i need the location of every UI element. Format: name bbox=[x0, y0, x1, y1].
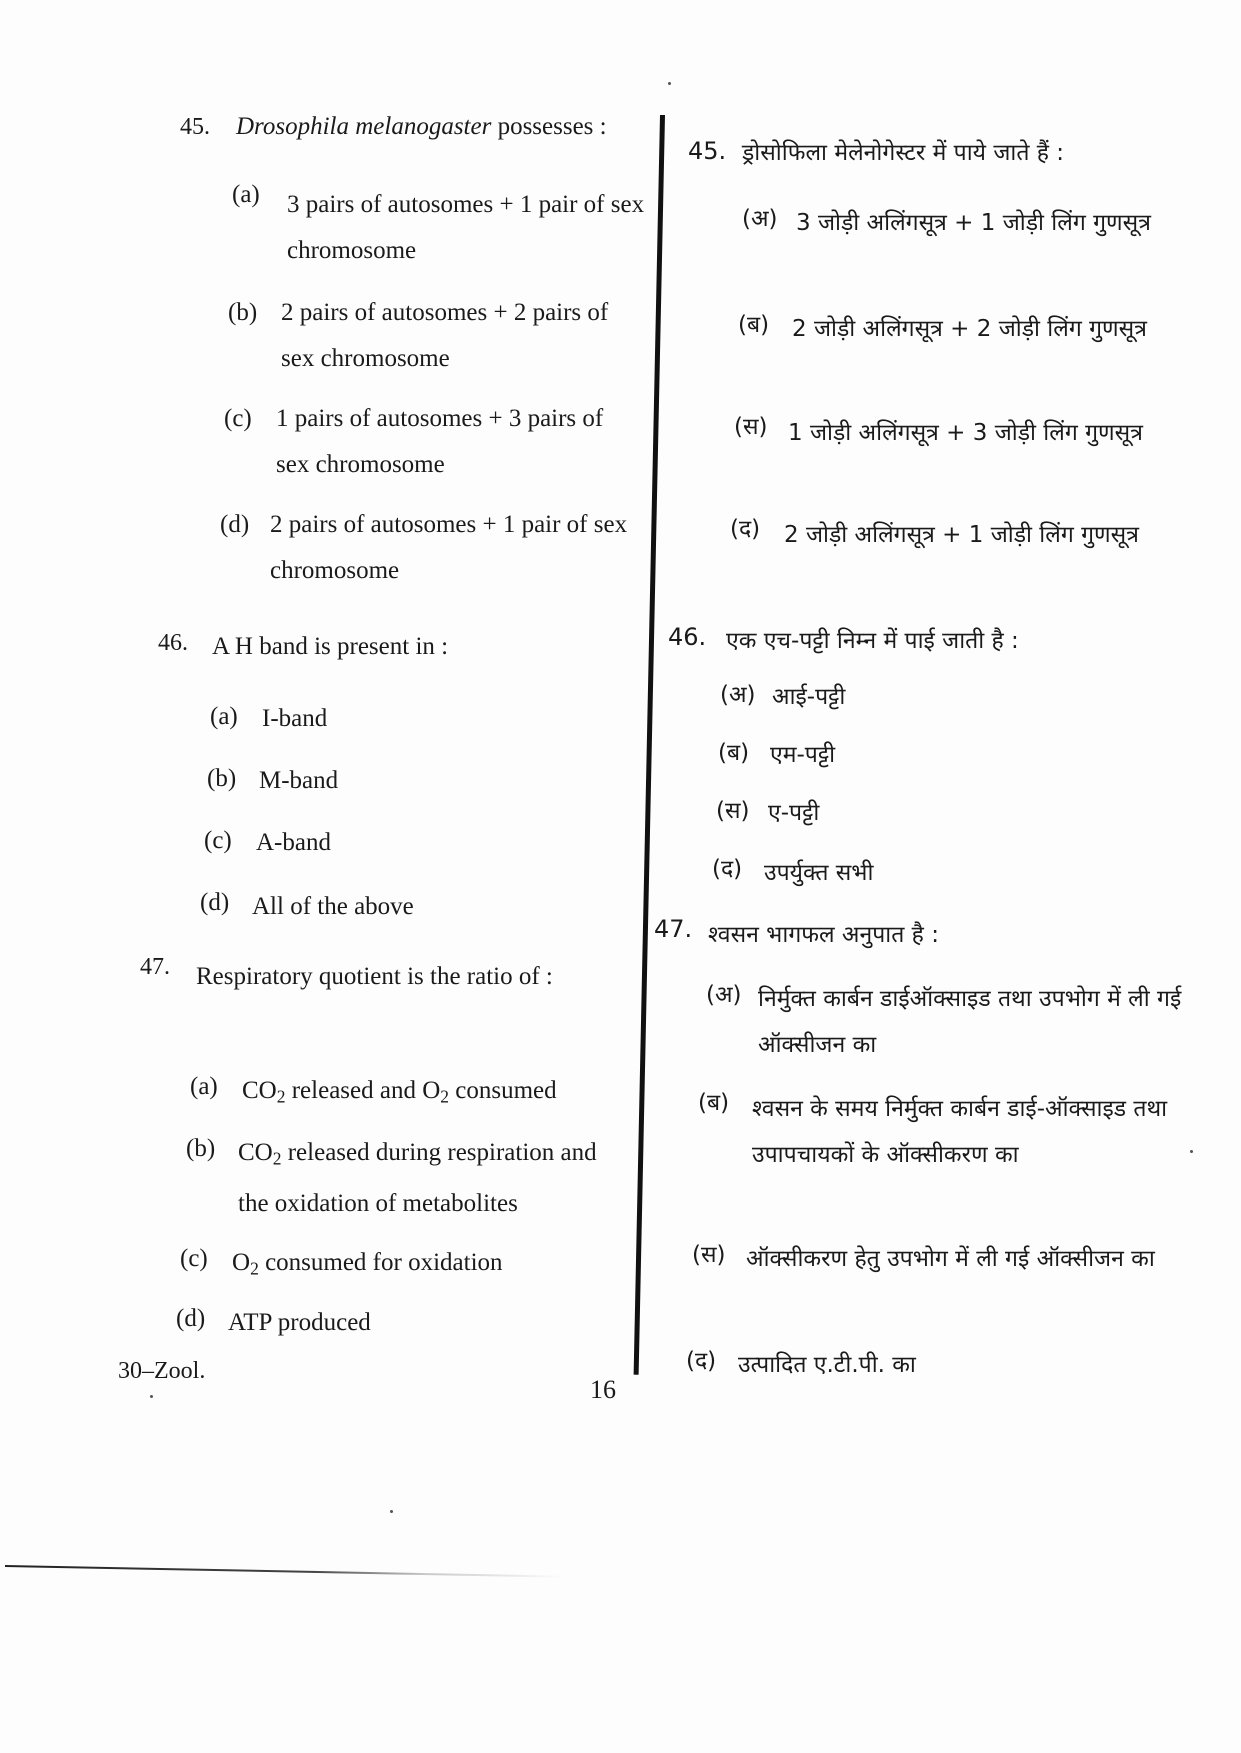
option-letter: (ब) bbox=[698, 1090, 730, 1116]
scan-speck bbox=[668, 82, 671, 85]
option-letter: (c) bbox=[180, 1245, 208, 1272]
question-number: 47. bbox=[654, 915, 693, 943]
option-text: 3 जोड़ी अलिंगसूत्र + 1 जोड़ी लिंग गुणसूत्र bbox=[796, 210, 1151, 236]
scan-speck bbox=[1190, 1150, 1193, 1153]
option-text: $CO_2$ released during respiration and the oxidation of metabolites bbox=[238, 1139, 597, 1218]
option-letter: (स) bbox=[692, 1242, 726, 1268]
option-letter: (d) bbox=[200, 889, 230, 916]
option-text: $CO_2$ released and $O_2$ consumed bbox=[242, 1077, 557, 1107]
option-letter: (द) bbox=[686, 1348, 717, 1374]
page-number: 16 bbox=[590, 1375, 616, 1404]
option-text: निर्मुक्त कार्बन डाईऑक्साइड तथा उपभोग में ली गई ऑक्सीजन का bbox=[758, 986, 1182, 1058]
option-letter: (a) bbox=[190, 1073, 218, 1100]
option-text: ए-पट्टी bbox=[768, 800, 820, 826]
option-letter: (ब) bbox=[738, 312, 770, 338]
question-number: 46. bbox=[158, 630, 188, 656]
option-text: $O_2$ consumed for oxidation bbox=[232, 1249, 503, 1279]
question-number: 45. bbox=[180, 114, 210, 140]
option-letter: (अ) bbox=[742, 206, 778, 232]
option-letter: (स) bbox=[716, 798, 750, 824]
option-text: उपर्युक्त सभी bbox=[764, 860, 874, 886]
scan-speck bbox=[150, 1395, 153, 1398]
option-letter: (a) bbox=[232, 181, 260, 208]
option-text: एम-पट्टी bbox=[770, 742, 836, 768]
option-letter: (द) bbox=[730, 516, 761, 542]
question-number: 46. bbox=[668, 623, 707, 651]
species-name: Drosophila melanogaster bbox=[236, 113, 492, 140]
question-text: एक एच-पट्टी निम्न में पाई जाती है : bbox=[726, 628, 1019, 654]
option-letter: (द) bbox=[712, 856, 743, 882]
option-text: 1 जोड़ी अलिंगसूत्र + 3 जोड़ी लिंग गुणसूत्र bbox=[788, 420, 1143, 446]
option-text: 2 जोड़ी अलिंगसूत्र + 1 जोड़ी लिंग गुणसूत्र bbox=[784, 522, 1139, 548]
option-text: 3 pairs of autosomes + 1 pair of sex chromosome bbox=[287, 191, 645, 264]
option-letter: (a) bbox=[210, 703, 238, 730]
option-letter: (स) bbox=[734, 414, 768, 440]
option-letter: (b) bbox=[186, 1135, 216, 1162]
question-text: श्वसन भागफल अनुपात है : bbox=[708, 922, 939, 948]
option-text: 2 pairs of autosomes + 2 pairs of sex chromosome bbox=[281, 299, 609, 372]
question-text bbox=[236, 104, 607, 150]
scan-artifact-line bbox=[5, 1565, 565, 1578]
option-text: 1 pairs of autosomes + 3 pairs of sex chromosome bbox=[276, 405, 604, 478]
scan-speck bbox=[390, 1510, 393, 1513]
option-text: उत्पादित ए.टी.पी. का bbox=[738, 1352, 916, 1378]
option-text: M-band bbox=[259, 767, 339, 794]
option-text: आई-पट्टी bbox=[772, 684, 846, 710]
option-text: श्वसन के समय निर्मुक्त कार्बन डाई-ऑक्साइड तथा उपापचायकों के ऑक्सीकरण का bbox=[752, 1096, 1168, 1168]
option-letter: (d) bbox=[220, 511, 250, 538]
option-text: 2 जोड़ी अलिंगसूत्र + 2 जोड़ी लिंग गुणसूत्र bbox=[792, 316, 1147, 342]
option-text: ATP produced bbox=[228, 1309, 371, 1336]
question-text: ड्रोसोफिला मेलेनोगेस्टर में पाये जाते हैं : bbox=[742, 140, 1065, 166]
option-text: A-band bbox=[256, 829, 331, 856]
option-letter: (ब) bbox=[718, 740, 750, 766]
option-text: 2 pairs of autosomes + 1 pair of sex chromosome bbox=[270, 511, 628, 584]
option-text: ऑक्सीकरण हेतु उपभोग में ली गई ऑक्सीजन का bbox=[746, 1246, 1155, 1272]
option-letter: (c) bbox=[204, 827, 232, 854]
option-letter: (b) bbox=[207, 765, 237, 792]
option-letter: (b) bbox=[228, 299, 258, 326]
paper-code: 30–Zool. bbox=[118, 1358, 206, 1384]
option-letter: (अ) bbox=[720, 682, 756, 708]
question-number: 45. bbox=[688, 137, 727, 165]
option-text: I-band bbox=[262, 705, 328, 732]
question-text: Respiratory quotient is the ratio of : bbox=[196, 963, 553, 990]
question-text: A H band is present in : bbox=[212, 633, 449, 660]
option-letter: (c) bbox=[224, 405, 252, 432]
option-letter: (d) bbox=[176, 1305, 206, 1332]
option-letter: (अ) bbox=[706, 982, 742, 1008]
option-text: All of the above bbox=[252, 893, 414, 920]
question-number: 47. bbox=[140, 954, 170, 980]
question-text-rest: possesses : bbox=[497, 113, 607, 140]
